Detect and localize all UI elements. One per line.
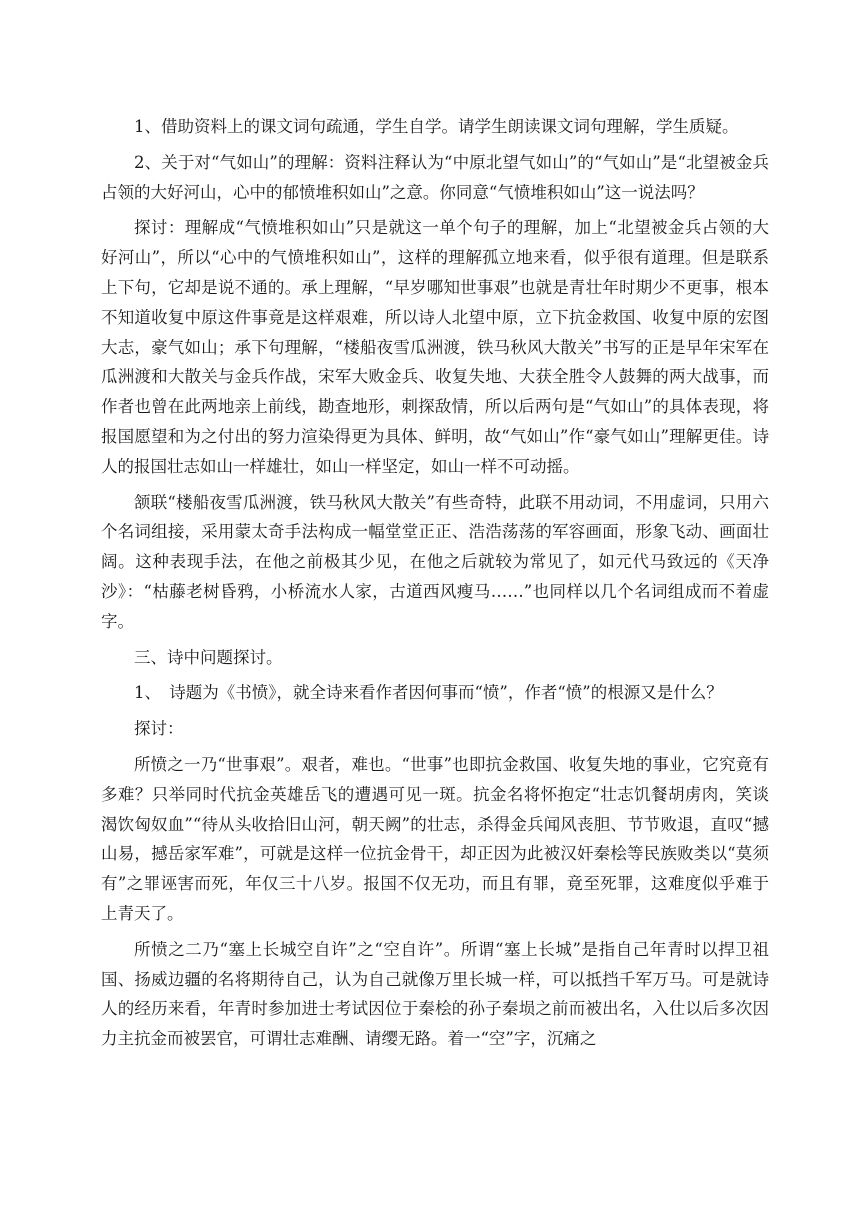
section-heading: 三、诗中问题探讨。: [134, 647, 283, 667]
paragraph-5: 所愤之一乃“世事艰”。艰者，难也。“世事”也即抗金救国、收复失地的事业，它究竟有多难？只举同时代抗金英雄岳飞的遭遇可见一斑。抗金名将怀抱定“壮志饥餐胡虏肉，笑谈渴饮匈奴血”“待从头收拾旧山河，朝天阙”的壮志，杀得金兵闻风丧胆、节节败退，直叹“撼山易，撼岳家军难”，可就是这样一位抗金骨干，却正因为此被汉奸秦桧等民族败类以“莫须有”之罪诬害而死，年仅三十八岁。报国不仅无功，而且有罪，竟至死罪，这难度似乎难于上青天了。: [101, 754, 769, 923]
paragraph-question: 1、 诗题为《书愤》，就全诗来看作者因何事而“愤”，作者“愤”的根源又是什么？: [134, 683, 723, 703]
document-body: [101, 112, 769, 1054]
paragraph-1: 1、借助资料上的课文词句疏通，学生自学。请学生朗读课文词句理解，学生质疑。: [134, 117, 739, 136]
paragraph-2: 2、关于对“气如山”的理解：资料注释认为“中原北望气如山”的“气如山”是“北望被金兵占领的大好河山，心中的郁愤堆积如山”之意。你同意“气愤堆积如山”这一说法吗？: [101, 152, 769, 202]
paragraph-6: 所愤之二乃“塞上长城空自许”之“空自许”。所谓“塞上长城”是指自己年青时以捍卫祖国、扬威边疆的名将期待自己，认为自己就像万里长城一样，可以抵挡千军万马。可是就诗人的经历来看，年青时参加进士考试因位于秦桧的孙子秦埙之前而被出名，入仕以后多次因力主抗金而被罢官，可谓壮志难酬、请缨无路。着一“空”字，沉痛之: [101, 939, 769, 1049]
paragraph-discussion-label: 探讨：: [134, 719, 184, 739]
paragraph-3: 探讨：理解成“气愤堆积如山”只是就这一单个句子的理解，加上“北望被金兵占领的大好河山”，所以“心中的气愤堆积如山”，这样的理解孤立地来看，似乎很有道理。但是联系上下句，它却是说不通的。承上理解，“早岁哪知世事艰”也就是青壮年时期少不更事，根本不知道收复中原这件事竟是这样艰难，所以诗人北望中原，立下抗金救国、收复中原的宏图大志，豪气如山；承下句理解，“楼船夜雪瓜洲渡，铁马秋风大散关”书写的正是早年宋军在瓜洲渡和大散关与金兵作战，宋军大败金兵、收复失地、大获全胜令人鼓舞的两大战事，而作者也曾在此两地亲上前线，勘查地形，刺探敌情，所以后两句是“气如山”的具体表现，将报国愿望和为之付出的努力渲染得更为具体、鲜明，故“气如山”作“豪气如山”理解更佳。诗人的报国壮志如山一样雄壮，如山一样坚定，如山一样不可动摇。: [101, 218, 769, 476]
paragraph-4: 颔联“楼船夜雪瓜洲渡，铁马秋风大散关”有些奇特，此联不用动词，不用虚词，只用六个名词组接，采用蒙太奇手法构成一幅堂堂正正、浩浩荡荡的军容画面，形象飞动、画面壮阔。这种表现手法，在他之前极其少见，在他之后就较为常见了，如元代马致远的《天净沙》：“枯藤老树昏鸦，小桥流水人家，古道西风瘦马……”也同样以几个名词组成而不着虚字。: [101, 492, 769, 631]
